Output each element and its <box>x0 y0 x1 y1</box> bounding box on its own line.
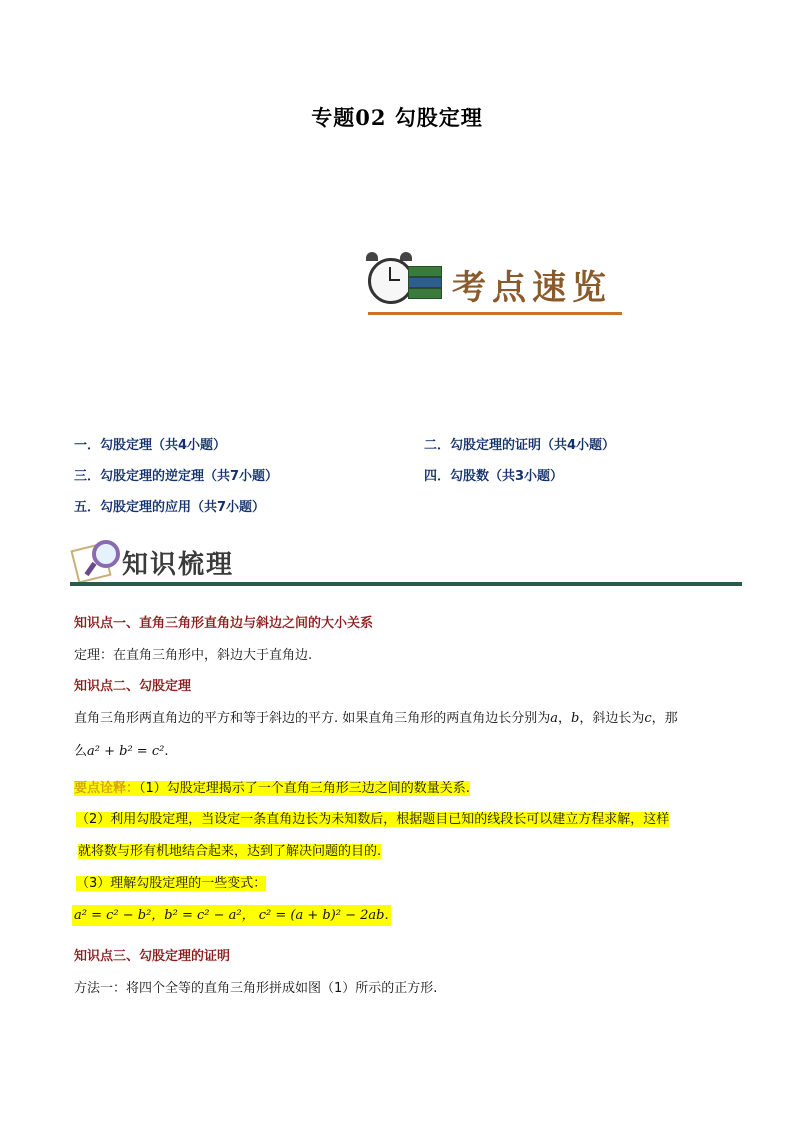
formula-pythagoras: a² + b² = c² <box>87 744 165 759</box>
toc-item-2[interactable]: 二．勾股定理的证明（共4小题） <box>424 438 616 453</box>
banner-label: 考点速览 <box>452 268 612 308</box>
magnifier-paper-icon <box>74 540 114 576</box>
note-label: 要点诠释： <box>74 781 140 796</box>
section-banner-knowledge <box>70 532 742 588</box>
alarm-bell-left-icon <box>366 252 378 261</box>
toc-item-1[interactable]: 一．勾股定理（共4小题） <box>74 438 227 453</box>
formula-variants: a² = c² − b²，b² = c² − a²， c² = (a + b)² − 2ab. <box>72 904 391 923</box>
banner-label: 知识梳理 <box>122 550 235 580</box>
text-k3: 方法一：将四个全等的直角三角形拼成如图（1）所示的正方形. <box>74 981 438 996</box>
note-3: （3）理解勾股定理的一些变式： <box>76 876 267 891</box>
alarm-bell-right-icon <box>400 252 412 261</box>
heading-k1: 知识点一、直角三角形直角边与斜边之间的大小关系 <box>74 616 374 631</box>
section-banner-overview <box>364 252 622 318</box>
toc-item-4[interactable]: 四．勾股数（共3小题） <box>424 469 564 484</box>
books-icon <box>408 266 440 300</box>
heading-k3: 知识点三、勾股定理的证明 <box>74 949 231 964</box>
toc-item-3[interactable]: 三．勾股定理的逆定理（共7小题） <box>74 469 279 484</box>
text-k2-line1: 直角三角形两直角边的平方和等于斜边的平方. 如果直角三角形的两直角边长分别为a，b，斜边长为c，那 <box>74 711 678 726</box>
heading-k2: 知识点二、勾股定理 <box>74 679 192 694</box>
note-2-line1: （2）利用勾股定理，当设定一条直角边长为未知数后，根据题目已知的线段长可以建立方程求解，这样 <box>76 812 670 827</box>
banner-underline <box>70 582 742 586</box>
text-k2-line2: 么a² + b² = c². <box>74 744 169 759</box>
note-2-line2: 就将数与形有机地结合起来，达到了解决问题的目的. <box>78 844 382 859</box>
note-1: 要点诠释：（1）勾股定理揭示了一个直角三角形三边之间的数量关系. <box>74 781 470 796</box>
text-k1: 定理：在直角三角形中，斜边大于直角边. <box>74 648 313 663</box>
banner-underline <box>368 312 622 315</box>
toc-item-5[interactable]: 五．勾股定理的应用（共7小题） <box>74 500 266 515</box>
page-title: 专题02 勾股定理 <box>311 105 483 130</box>
